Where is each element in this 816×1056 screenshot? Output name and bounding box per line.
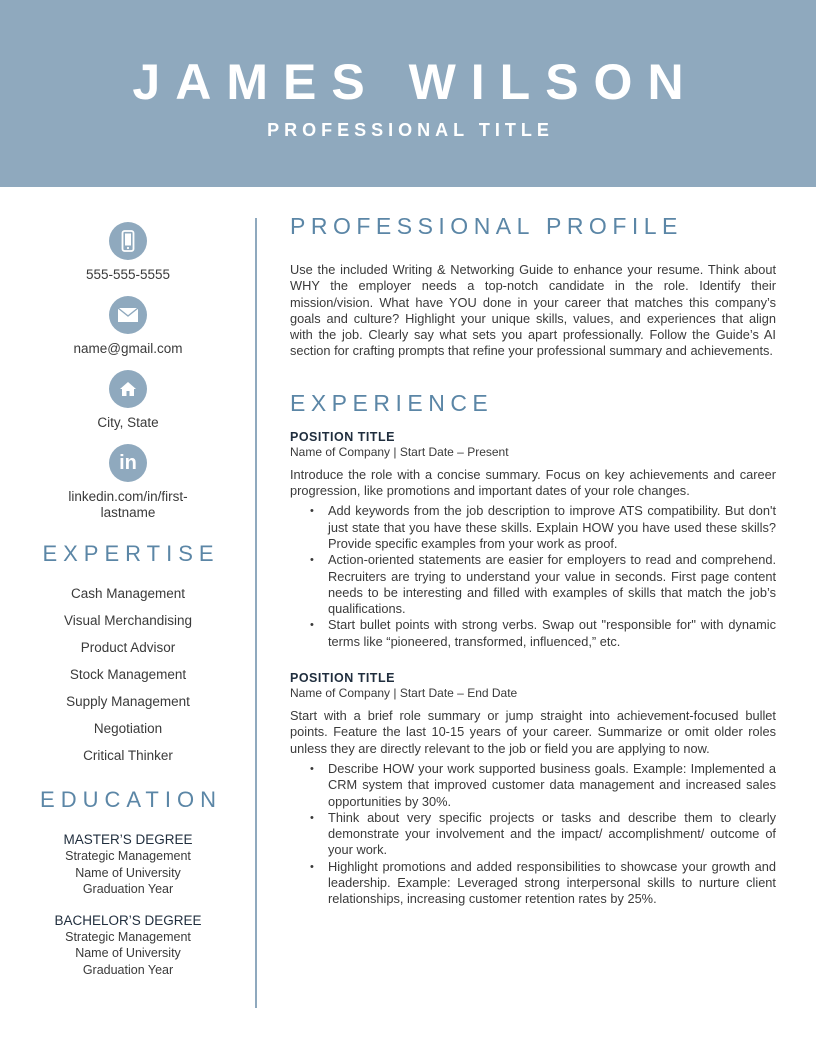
linkedin-text[interactable] <box>68 489 187 521</box>
achievement-list <box>310 503 776 650</box>
contact-phone <box>20 222 236 283</box>
phone-icon <box>109 222 147 260</box>
phone-text[interactable]: 555-555-5555 <box>85 267 171 282</box>
linkedin-line-2: lastname <box>100 505 156 520</box>
position-title: POSITION TITLE <box>290 429 395 444</box>
achievement-list <box>310 761 776 908</box>
company-dates: Name of Company | Start Date – Present <box>290 444 509 459</box>
linkedin-icon <box>109 444 147 482</box>
position-block <box>290 430 776 650</box>
position-summary: Start with a brief role summary or jump straight into achievement-focused bullet points. Feature the last 10-15 years of your career. Summarize or omit older roles unless they are directly relevant to the job or field you are applying to now. <box>290 708 776 756</box>
expertise-list <box>20 580 236 769</box>
linkedin-line-1: linkedin.com/in/first- <box>68 489 188 504</box>
achievement-bullet: • Describe HOW your work supported business goals. Example: Implemented a CRM system that improved customer data management and increased sales opportunities by 30%. <box>310 761 776 810</box>
location-text: City, State <box>97 415 159 430</box>
home-icon <box>109 370 147 408</box>
graduation-year: Graduation Year <box>82 882 174 896</box>
position-summary: Introduce the role with a concise summary. Focus on key achievements and career progression, like promotions and important dates of your role changes. <box>290 466 776 499</box>
degree-name: BACHELOR’S DEGREE <box>54 912 202 928</box>
column-divider <box>255 218 257 1008</box>
expertise-item: Negotiation <box>93 721 163 736</box>
degree-field: Strategic Management <box>65 849 191 863</box>
professional-title: PROFESSIONAL TITLE <box>267 120 554 140</box>
achievement-bullet: • Add keywords from the job description to improve ATS compatibility. But don't just state that you have these skills. Explain HOW you have used these skills? Provide specific examples from your work as proof. <box>310 503 776 552</box>
education-entry <box>20 913 236 979</box>
contact-email <box>20 296 236 357</box>
degree-name: MASTER’S DEGREE <box>63 832 193 847</box>
position-block <box>290 671 776 908</box>
achievement-bullet: • Think about very specific projects or tasks and describe them to clearly demonstrate your involvement and the impact/ accomplishment/ outcome of your work. <box>310 810 776 859</box>
achievement-bullet: • Action-oriented statements are easier for employers to read and comprehend. Recruiters are trying to understand your value in seconds. First page content needs to be interesting and filled with examples of skills that match the job’s qualifications. <box>310 552 776 617</box>
expertise-item: Supply Management <box>66 694 190 709</box>
header-band <box>0 0 816 187</box>
degree-field: Strategic Management <box>65 929 191 944</box>
contact-linkedin <box>20 444 236 521</box>
profile-text: Use the included Writing & Networking Guide to enhance your resume. Think about WHY the employer needs a top-notch candidate in the role. Identify their mission/vision. What have YOU done in your career that matches this company’s goals and culture? Highlight your unique skills, values, and experiences that align with the job. Clearly say what sets you apart professionally. Follow the Guide’s AI section for crafting prompts that refine your professional summary and achievements. <box>290 262 776 359</box>
expertise-item: Critical Thinker <box>83 748 173 763</box>
right-column <box>290 212 776 908</box>
candidate-name: JAMES WILSON <box>132 54 699 110</box>
expertise-item: Stock Management <box>69 667 187 682</box>
expertise-item: Cash Management <box>70 586 186 601</box>
experience-heading: EXPERIENCE <box>290 389 494 416</box>
achievement-bullet: • Start bullet points with strong verbs. Swap out "responsible for" with dynamic terms like “pioneered, transformed, influenced,” etc. <box>310 617 776 650</box>
linkedin-glyph: in <box>119 452 137 474</box>
university-name: Name of University <box>75 865 181 880</box>
mail-icon <box>109 296 147 334</box>
email-text[interactable]: name@gmail.com <box>73 341 183 356</box>
expertise-item: Visual Merchandising <box>63 613 193 628</box>
company-dates: Name of Company | Start Date – End Date <box>290 686 518 701</box>
expertise-heading: EXPERTISE <box>42 541 220 566</box>
education-entry <box>20 832 236 898</box>
expertise-item: Product Advisor <box>80 640 176 655</box>
achievement-bullet: • Highlight promotions and added responsibilities to showcase your growth and leadership. Example: Leveraged strong interpersonal skills to nurture client relationships, increasing customer retention rates by 25%. <box>310 859 776 908</box>
university-name: Name of University <box>75 946 181 960</box>
position-title: POSITION TITLE <box>290 671 395 686</box>
graduation-year: Graduation Year <box>82 962 174 977</box>
contact-location <box>20 370 236 431</box>
education-heading: EDUCATION <box>40 787 222 812</box>
profile-heading: PROFESSIONAL PROFILE <box>290 213 683 239</box>
left-column <box>20 222 236 978</box>
